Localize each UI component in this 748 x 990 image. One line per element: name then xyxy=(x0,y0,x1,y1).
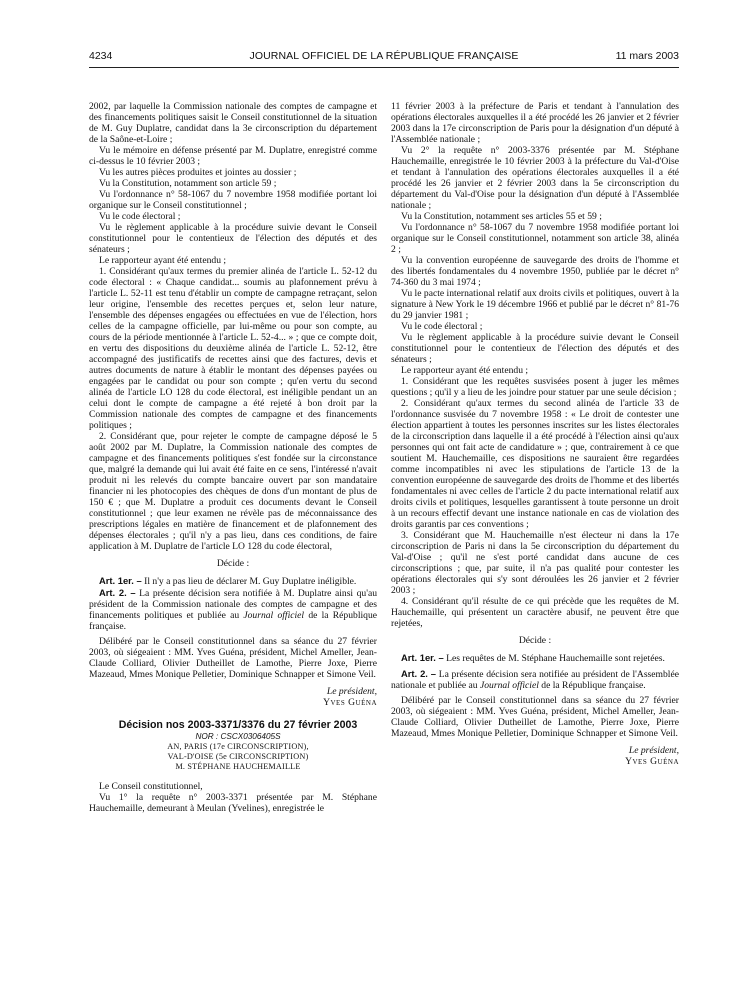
deliberation: Délibéré par le Conseil constitutionnel dans sa séance du 27 février 2003, où siégeaient : MM. Yves Guéna, président, Michel Ameller, Jean-Claude Colliard, Olivier Dutheillet de Lamothe, Pierre Joxe, Pierre Mazeaud, Mmes Monique Pelletier, Dominique Schnapper et Simone Veil. xyxy=(89,636,377,680)
paragraph: 1. Considérant que les requêtes susvisées posent à juger les mêmes questions ; qu'il y a lieu de les joindre pour statuer par une seule décision ; xyxy=(391,376,679,398)
decide-heading: Décide : xyxy=(518,635,552,646)
issue-date: 11 mars 2003 xyxy=(615,50,679,62)
paragraph: Vu le pacte international relatif aux droits civils et politiques, ouvert à la signature à New York le 19 décembre 1966 et publié par le décret n° 81-76 du 29 janvier 1981 ; xyxy=(391,288,679,321)
paragraph: 2. Considérant que, pour rejeter le compte de campagne déposé le 5 août 2002 par M. Duplatre, la Commission nationale des comptes de campagne et des financements politiques s'est fondée sur la circonstance que, malgré la demande qui lui avait été faite en ce sens, l'intéressé n'avait produit ni les relevés du compte bancaire ouvert par son mandataire financier ni les photocopies des chèques de dons d'un montant de plus de 150 € ; que M. Duplatre a produit ces documents devant le Conseil constitutionnel ; que leur examen ne révèle pas de méconnaissance des prescriptions légales en matière de financement et de plafonnement des dépenses électorales ; qu'il n'y a pas lieu, dans ces conditions, de faire application à M. Duplatre de l'article LO 128 du code électoral, xyxy=(89,431,377,552)
paragraph: Le rapporteur ayant été entendu ; xyxy=(401,365,529,376)
paragraph: Le rapporteur ayant été entendu ; xyxy=(99,255,227,266)
left-column xyxy=(89,101,377,814)
paragraph: 2002, par laquelle la Commission nationale des comptes de campagne et des financements politiques saisit le Conseil constitutionnel de la situation de M. Guy Duplatre, candidat dans la 3e circonscription du département de la Saône-et-Loire ; xyxy=(89,101,377,145)
paragraph: Vu l'ordonnance n° 58-1067 du 7 novembre 1958 modifiée portant loi organique sur le Conseil constitutionnel ; xyxy=(89,189,377,211)
paragraph: Vu 2° la requête n° 2003-3376 présentée par M. Stéphane Hauchemaille, enregistrée le 10 février 2003 à la préfecture du Val-d'Oise et tendant à l'annulation des opérations électorales auxquelles il a été procédé les 26 janvier et 2 février 2003 dans la 5e circonscription du département du Val-d'Oise pour la désignation d'un député à l'Assemblée nationale ; xyxy=(391,145,679,211)
paragraph: Vu la Constitution, notamment son article 59 ; xyxy=(99,178,277,189)
signature-name: Yves Guéna xyxy=(625,756,679,767)
paragraph: Vu le règlement applicable à la procédure suivie devant le Conseil constitutionnel pour le contentieux de l'élection des députés et des sénateurs ; xyxy=(89,222,377,255)
nor-reference: NOR : CSCX0306405S xyxy=(195,732,281,741)
paragraph: Vu 1° la requête n° 2003-3371 présentée par M. Stéphane Hauchemaille, demeurant à Meulan (Yvelines), enregistrée le xyxy=(89,791,377,814)
paragraph: Vu le code électoral ; xyxy=(99,211,181,222)
signature-role: Le président, xyxy=(628,745,679,756)
article-text: La présente décision sera notifiée au président de l'Assemblée nationale et publiée au xyxy=(391,669,679,691)
journal-officiel-ref: Journal officiel xyxy=(243,610,305,621)
paragraph: 1. Considérant qu'aux termes du premier alinéa de l'article L. 52-12 du code électoral : « Chaque candidat... soumis au plafonnement prévu à l'article L. 52-11 est tenu d'établir un compte de campagne retraçant, selon leur origine, l'ensemble des recettes perçues et, selon leur nature, l'ensemble des dépenses engagées ou effectuées en vue de l'élection, hors celles de la campagne officielle, par lui-même ou pour son compte, au cours de la période mentionnée à l'article L. 52-4... » ; que ce compte doit, en vertu des dispositions du deuxième alinéa de l'article L. 52-12, être accompagné des justificatifs de recettes ainsi que des factures, devis et autres documents de nature à établir le montant des dépenses payées ou engagées par le candidat ou pour son compte ; qu'en vertu du second alinéa de l'article LO 128 du code électoral, est inéligible pendant un an celui dont le compte de campagne a été rejeté à bon droit par la Commission nationale des comptes de campagne et des financements politiques ; xyxy=(89,266,377,431)
paragraph: Vu le code électoral ; xyxy=(401,321,483,332)
article-label: Art. 2. – xyxy=(99,587,136,598)
article-1 xyxy=(89,575,377,587)
article-text: La présente décision sera notifiée à M. Duplatre ainsi qu'au président de la Commission nationale des comptes de campagne et des financements politiques et publiée au xyxy=(89,588,378,621)
decision-title: Décision nos 2003-3371/3376 du 27 février 2003 xyxy=(118,719,358,731)
paragraph: 4. Considérant qu'il résulte de ce qui précède que les requêtes de M. Hauchemaille, qui présentent un caractère abusif, ne peuvent être que rejetées, xyxy=(391,596,679,629)
signature-name: Yves Guéna xyxy=(323,697,377,708)
article-text: de la République française. xyxy=(89,610,377,632)
paragraph: Le Conseil constitutionnel, xyxy=(99,780,203,792)
article-2 xyxy=(89,587,377,632)
paragraph: Vu l'ordonnance n° 58-1067 du 7 novembre 1958 modifiée portant loi organique sur le Conseil constitutionnel, notamment son article 38, alinéa 2 ; xyxy=(391,222,679,255)
journal-officiel-ref: Journal officiel xyxy=(479,680,539,691)
paragraph: Vu le mémoire en défense présenté par M. Duplatre, enregistré comme ci-dessus le 10 février 2003 ; xyxy=(89,145,377,167)
constituency-line: VAL-D'OISE (5e CIRCONSCRIPTION) xyxy=(167,752,309,762)
article-text: Il n'y a pas lieu de déclarer M. Guy Duplatre inéligible. xyxy=(141,576,357,587)
deliberation: Délibéré par le Conseil constitutionnel dans sa séance du 27 février 2003, où siégeaient : MM. Yves Guéna, président, Michel Ameller, Jean-Claude Colliard, Olivier Dutheillet de Lamothe, Pierre Joxe, Pierre Mazeaud, Mmes Monique Pelletier, Dominique Schnapper et Simone Veil. xyxy=(391,695,679,739)
paragraph: Vu la Constitution, notamment ses articles 55 et 59 ; xyxy=(401,211,602,222)
paragraph: Vu le règlement applicable à la procédure suivie devant le Conseil constitutionnel pour le contentieux de l'élection des députés et des sénateurs ; xyxy=(391,332,679,365)
article-label: Art. 1er. – xyxy=(99,575,142,586)
decide-heading: Décide : xyxy=(216,558,250,569)
page-header xyxy=(89,50,679,66)
journal-title: JOURNAL OFFICIEL DE LA RÉPUBLIQUE FRANÇAISE xyxy=(249,50,519,62)
header-rule xyxy=(89,67,679,68)
article-label: Art. 2. – xyxy=(401,668,437,679)
signature-role: Le président, xyxy=(326,686,377,697)
paragraph: 3. Considérant que M. Hauchemaille n'est électeur ni dans la 17e circonscription de Paris ni dans la 5e circonscription du département du Val-d'Oise ; qu'il ne s'est porté candidat dans aucune de ces circonscriptions ; que, par suite, il n'a pas qualité pour contester les opérations électorales qui s'y sont déroulées les 26 janvier et 2 février 2003 ; xyxy=(391,530,679,596)
paragraph: 11 février 2003 à la préfecture de Paris et tendant à l'annulation des opérations électorales auxquelles il a été procédé les 26 janvier et 2 février 2003 dans la 17e circonscription de Paris pour la désignation d'un député à l'Assemblée nationale ; xyxy=(391,101,679,145)
article-text: de la République française. xyxy=(538,680,646,691)
paragraph: 2. Considérant qu'aux termes du second alinéa de l'article 33 de l'ordonnance susvisée du 7 novembre 1958 : « Le droit de contester une élection appartient à toutes les personnes inscrites sur les listes électorales de la circonscription dans laquelle il a été procédé à l'élection ainsi qu'aux personnes qui ont fait acte de candidature » ; que, contrairement à ce que soutient M. Hauchemaille, ces dispositions ne sauraient être regardées comme incompatibles ni avec les stipulations de l'article 13 de la convention européenne de sauvegarde des droits de l'homme et des libertés fondamentales ni avec celles de l'article 2 du pacte international relatif aux droits civils et politiques, lesquelles garantissent à toute personne un droit à un recours effectif devant une instance nationale en cas de violation des droits garantis par ces conventions ; xyxy=(391,398,679,530)
article-text: Les requêtes de M. Stéphane Hauchemaille sont rejetées. xyxy=(443,653,665,664)
article-1 xyxy=(391,652,679,664)
page-number: 4234 xyxy=(89,50,113,62)
constituency-line: AN, PARIS (17e CIRCONSCRIPTION), xyxy=(167,742,309,751)
right-column xyxy=(391,101,679,779)
paragraph: Vu la convention européenne de sauvegarde des droits de l'homme et des libertés fondamentales du 4 novembre 1950, publiée par le décret n° 74-360 du 3 mai 1974 ; xyxy=(391,255,679,288)
article-2 xyxy=(391,668,679,691)
article-label: Art. 1er. – xyxy=(401,652,444,663)
applicant-name: M. STÉPHANE HAUCHEMAILLE xyxy=(175,762,301,772)
paragraph: Vu les autres pièces produites et jointes au dossier ; xyxy=(99,167,297,178)
